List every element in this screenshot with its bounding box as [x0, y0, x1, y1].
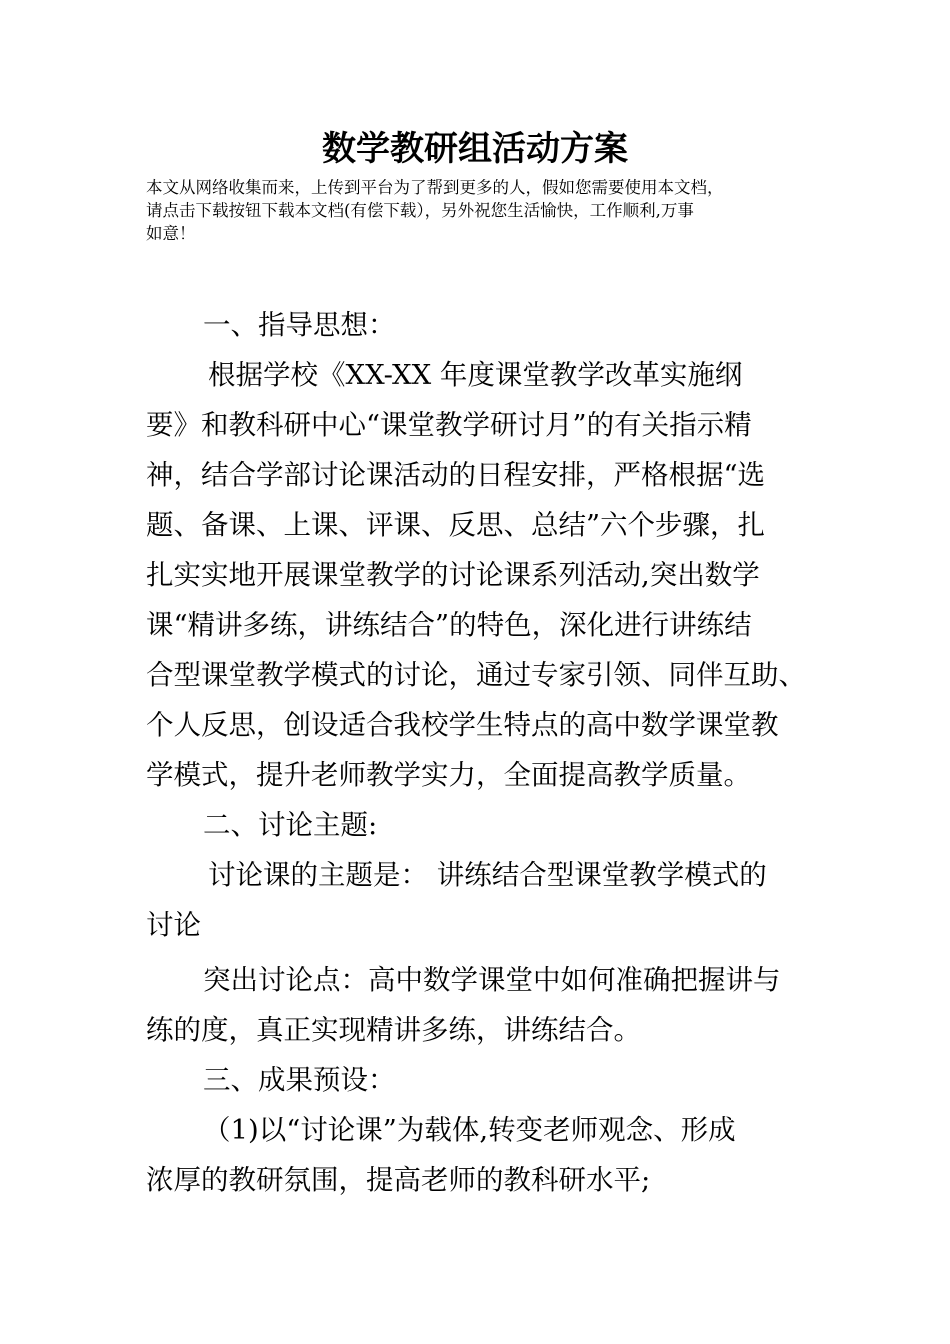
paragraph-line: 讨论: [146, 909, 201, 941]
notice-line: 本文从网络收集而来，上传到平台为了帮到更多的人，假如您需要使用本文档，: [146, 178, 724, 197]
notice-line: 请点击下载按钮下载本文档(有偿下载），另外祝您生活愉快，工作顺利,万事: [146, 201, 694, 220]
paragraph-line: 个人反思，创设适合我校学生特点的高中数学课堂教: [146, 709, 779, 741]
paragraph-line: 突出讨论点：高中数学课堂中如何准确把握讲与: [203, 964, 781, 996]
paragraph-line: 神，结合学部讨论课活动的日程安排，严格根据“选: [146, 459, 766, 491]
paragraph-line: 学模式，提升老师教学实力，全面提高教学质量。: [146, 759, 751, 791]
notice-line: 如意！: [146, 224, 196, 243]
section-heading-guiding-thought: 一、指导思想：: [203, 309, 396, 341]
paragraph-line: 练的度，真正实现精讲多练，讲练结合。: [146, 1014, 641, 1046]
paragraph-line: 要》和教科研中心“课堂教学研讨月”的有关指示精: [146, 409, 752, 441]
paragraph-line: 浓厚的教研氛围，提高老师的教科研水平;: [146, 1164, 651, 1196]
paragraph-line: 讨论课的主题是： 讲练结合型课堂教学模式的: [208, 859, 767, 891]
download-notice: [146, 176, 826, 245]
paragraph-line: 课“精讲多练，讲练结合”的特色，深化进行讲练结: [146, 609, 752, 641]
section-heading-outcomes: 三、成果预设：: [203, 1064, 396, 1096]
paragraph-line: （1)以“讨论课”为载体,转变老师观念、形成: [203, 1114, 736, 1146]
paragraph-line: 根据学校《XX-XX 年度课堂教学改革实施纲: [208, 359, 743, 391]
paragraph-line: 合型课堂教学模式的讨论，通过专家引领、同伴互助、: [146, 659, 806, 691]
paragraph-line: 题、备课、上课、评课、反思、总结”六个步骤，扎: [146, 509, 766, 541]
document-title: 数学教研组活动方案: [322, 129, 628, 169]
section-heading-topic: 二、讨论主题:: [203, 809, 378, 841]
paragraph-line: 扎实实地开展课堂教学的讨论课系列活动,突出数学: [146, 559, 760, 591]
